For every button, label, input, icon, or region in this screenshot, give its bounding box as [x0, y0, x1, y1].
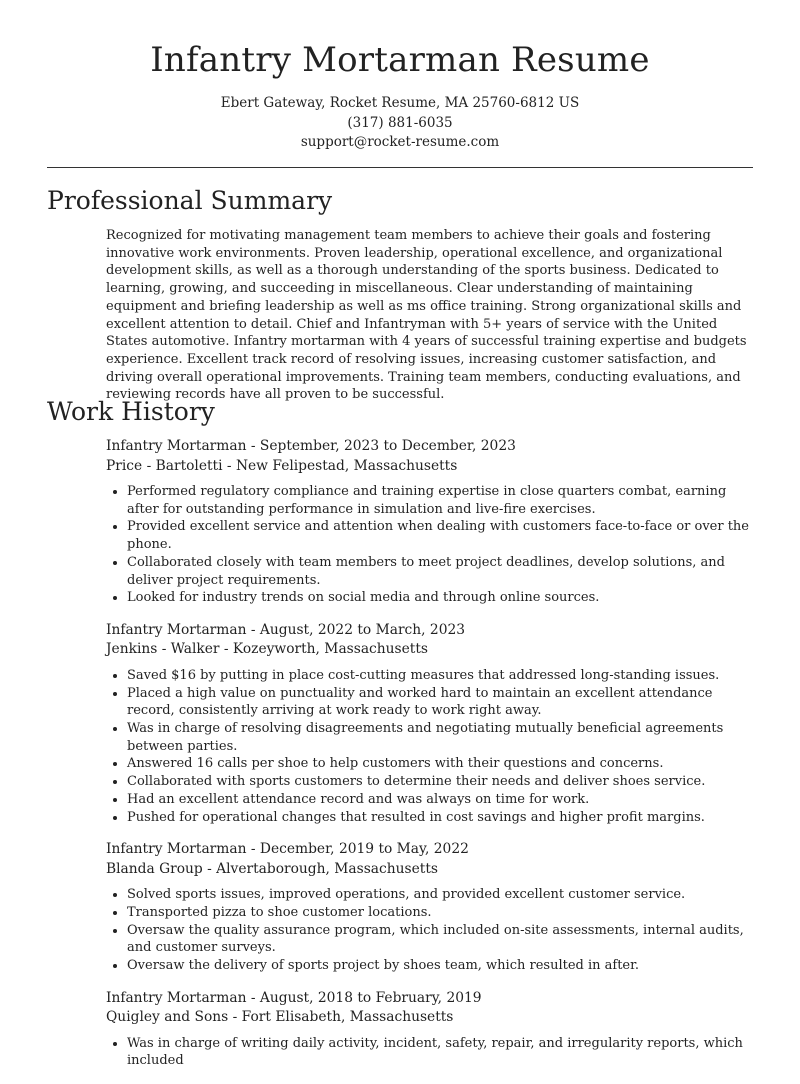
work-history-heading: Work History [47, 397, 215, 426]
job-bullet: • Was in charge of writing daily activity, incident, safety, repair, and irregularity reports, which included [127, 1035, 756, 1070]
job-bullet: • Collaborated with sports customers to determine their needs and deliver shoes service. [127, 773, 756, 791]
job-title-line: Infantry Mortarman - September, 2023 to December, 2023 [106, 438, 516, 454]
job-bullets [106, 483, 756, 607]
job-bullet: • Placed a high value on punctuality and worked hard to maintain an excellent attendance record, consistently arriving at work ready to work right away. [127, 685, 756, 720]
job-bullet: • Answered 16 calls per shoe to help customers with their questions and concerns. [127, 755, 756, 773]
job-bullets [106, 667, 756, 826]
contact-email: support@rocket-resume.com [300, 134, 500, 150]
resume-header [0, 0, 800, 153]
job-bullets [106, 1035, 756, 1070]
summary-heading: Professional Summary [47, 186, 333, 215]
job-bullet: • Was in charge of resolving disagreements and negotiating mutually beneficial agreements between parties. [127, 720, 756, 755]
job-title-line: Infantry Mortarman - August, 2022 to March, 2023 [106, 621, 466, 638]
job-bullet: • Looked for industry trends on social media and through online sources. [127, 589, 756, 607]
job-entry [106, 621, 756, 826]
job-bullets [106, 886, 756, 975]
job-bullet: • Oversaw the delivery of sports project by shoes team, which resulted in after. [127, 957, 756, 975]
work-history-list [106, 437, 756, 1084]
job-company-line: Blanda Group - Alvertaborough, Massachusetts [106, 860, 438, 877]
contact-block [0, 94, 800, 153]
job-bullet: • Transported pizza to shoe customer locations. [127, 904, 756, 922]
job-company-line: Jenkins - Walker - Kozeyworth, Massachusetts [106, 641, 428, 658]
job-company-line: Quigley and Sons - Fort Elisabeth, Massachusetts [106, 1009, 454, 1026]
contact-address: Ebert Gateway, Rocket Resume, MA 25760-6812 US [220, 95, 580, 111]
job-bullet: • Collaborated closely with team members to meet project deadlines, develop solutions, and deliver project requirements. [127, 554, 756, 589]
summary-text: Recognized for motivating management team members to achieve their goals and fostering innovative work environments. Proven leadership, operational excellence, and organizational development skills, as well as a thorough understanding of the sports business. Dedicated to learning, growing, and succeeding in miscellaneous. Clear understanding of maintaining equipment and briefing leadership as well as ms office training. Strong organizational skills and excellent attention to detail. Chief and Infantryman with 5+ years of service with the United States automotive. Infantry mortarman with 4 years of successful training expertise and budgets experience. Excellent track record of resolving issues, increasing customer satisfaction, and driving overall operational improvements. Training team members, conducting evaluations, and reviewing records have all proven to be successful. [106, 228, 747, 403]
resume-title: Infantry Mortarman Resume [150, 40, 650, 80]
job-entry [106, 840, 756, 975]
contact-phone: (317) 881-6035 [347, 114, 453, 131]
job-bullet: • Pushed for operational changes that resulted in cost savings and higher profit margins. [127, 809, 756, 827]
job-title-line: Infantry Mortarman - August, 2018 to February, 2019 [106, 989, 482, 1006]
job-bullet: • Solved sports issues, improved operations, and provided excellent customer service. [127, 886, 756, 904]
job-bullet: • Saved $16 by putting in place cost-cutting measures that addressed long-standing issues. [127, 667, 756, 685]
job-bullet: • Oversaw the quality assurance program, which included on-site assessments, internal audits, and customer surveys. [127, 922, 756, 957]
job-bullet: • Performed regulatory compliance and training expertise in close quarters combat, earning after for outstanding performance in simulation and live-fire exercises. [127, 483, 756, 518]
job-bullet: • Provided excellent service and attention when dealing with customers face-to-face or over the phone. [127, 518, 756, 553]
job-title-line: Infantry Mortarman - December, 2019 to May, 2022 [106, 841, 469, 858]
header-divider [47, 167, 753, 168]
job-bullet: • Had an excellent attendance record and was always on time for work. [127, 791, 756, 809]
job-company-line: Price - Bartoletti - New Felipestad, Massachusetts [106, 457, 458, 474]
job-entry [106, 989, 756, 1070]
job-entry [106, 437, 756, 607]
